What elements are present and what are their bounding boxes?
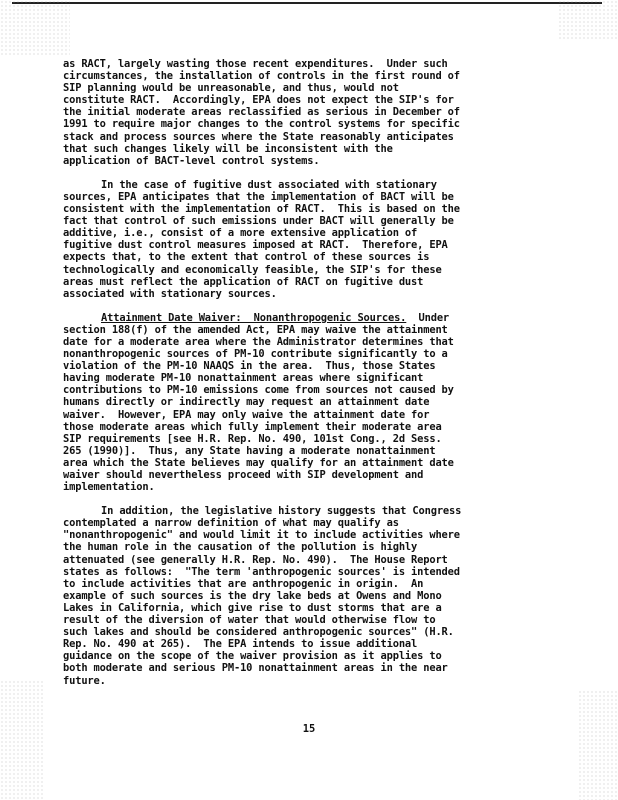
section-heading: Attainment Date Waiver: Nonanthropogenic Sources. (101, 311, 407, 324)
text-line: fact that control of such emissions under BACT will generally be (63, 215, 454, 228)
heading-line (63, 312, 541, 324)
text-line: In the case of fugitive dust associated with stationary (101, 178, 437, 191)
text-line: waiver. However, EPA may only waive the attainment date for (63, 408, 430, 421)
text-line: date for a moderate area where the Administrator determines that (63, 335, 454, 348)
text-line: contemplated a narrow definition of what may qualify as (63, 517, 399, 530)
text-line: implementation. (63, 481, 155, 494)
text-line: stack and process sources where the State reasonably anticipates (63, 130, 454, 143)
text-line: nonanthropogenic sources of PM-10 contribute significantly to a (63, 348, 448, 361)
text-line: Lakes in California, which give rise to dust storms that are a (63, 601, 442, 614)
text-line: result of the diversion of water that would otherwise flow to (63, 614, 436, 627)
body-text (63, 58, 541, 699)
text-line: such lakes and should be considered anthropogenic sources" (H.R. (63, 626, 454, 639)
text-line: fugitive dust control measures imposed at RACT. Therefore, EPA (63, 239, 448, 252)
text-line: constitute RACT. Accordingly, EPA does not expect the SIP's for (63, 94, 454, 107)
text-line: example of such sources is the dry lake beds at Owens and Mono (63, 589, 442, 602)
text-line: SIP planning would be unreasonable, and thus, would not (63, 82, 399, 95)
text-line: sources, EPA anticipates that the implementation of BACT will be (63, 190, 454, 203)
text-line: both moderate and serious PM-10 nonattainment areas in the near (63, 662, 448, 675)
text-line: "nonanthropogenic" and would limit it to include activities where (63, 529, 460, 542)
scan-noise-top-left (0, 0, 70, 55)
text-line: 265 (1990)]. Thus, any State having a moderate nonattainment (63, 444, 436, 457)
text-line: consistent with the implementation of RACT. This is based on the (63, 203, 460, 216)
scan-noise-bottom-right (578, 690, 618, 800)
text-line: those moderate areas which fully implement their moderate area (63, 420, 442, 433)
text-line: associated with stationary sources. (63, 287, 277, 300)
text-line: In addition, the legislative history suggests that Congress (101, 505, 462, 518)
text-line: Rep. No. 490 at 265). The EPA intends to issue additional (63, 638, 418, 651)
text-line: the initial moderate areas reclassified as serious in December of (63, 106, 460, 119)
scan-noise-top-right (558, 0, 618, 40)
text-line: SIP requirements [see H.R. Rep. No. 490, 101st Cong., 2d Sess. (63, 432, 442, 445)
scan-noise-bottom-left (0, 680, 45, 800)
text-line: expects that, to the extent that control of these sources is (63, 251, 430, 264)
heading-continuation: Under (406, 311, 450, 324)
text-line: to include activities that are anthropogenic in origin. An (63, 577, 424, 590)
text-line: guidance on the scope of the waiver provision as it applies to (63, 650, 442, 663)
text-line: areas must reflect the application of RACT on fugitive dust (63, 275, 424, 288)
text-line: attenuated (see generally H.R. Rep. No. 490). The House Report (63, 553, 448, 566)
text-line: the human role in the causation of the pollution is highly (63, 541, 418, 554)
text-line: humans directly or indirectly may request an attainment date (63, 396, 430, 409)
text-line: technologically and economically feasible, the SIP's for these (63, 263, 442, 276)
paragraph-bact-ract-stack (63, 58, 541, 167)
page-number: 15 (302, 723, 316, 735)
text-line: violation of the PM-10 NAAQS in the area. Thus, those States (63, 360, 436, 373)
paragraph-fugitive-dust (63, 179, 541, 300)
text-line: future. (63, 674, 106, 687)
text-line: additive, i.e., consist of a more extensive application of (63, 227, 418, 240)
text-line: area which the State believes may qualify for an attainment date (63, 456, 454, 469)
text-line: 1991 to require major changes to the control systems for specific (63, 118, 460, 131)
text-line: waiver should nevertheless proceed with SIP development and (63, 469, 424, 481)
text-line: that such changes likely will be inconsistent with the (63, 142, 393, 155)
text-line: section 188(f) of the amended Act, EPA may waive the attainment (63, 323, 448, 336)
text-line: states as follows: "The term 'anthropogenic sources' is intended (63, 565, 460, 578)
paragraph-attainment-date-waiver (63, 312, 541, 493)
text-line: circumstances, the installation of controls in the first round of (63, 70, 460, 83)
top-rule (12, 2, 602, 4)
text-line: as RACT, largely wasting those recent expenditures. Under such (63, 58, 448, 70)
text-line: having moderate PM-10 nonattainment areas where significant (63, 372, 424, 385)
paragraph-legislative-history (63, 505, 541, 686)
text-line: application of BACT-level control systems. (63, 154, 320, 167)
text-line: contributions to PM-10 emissions come from sources not caused by (63, 384, 454, 397)
